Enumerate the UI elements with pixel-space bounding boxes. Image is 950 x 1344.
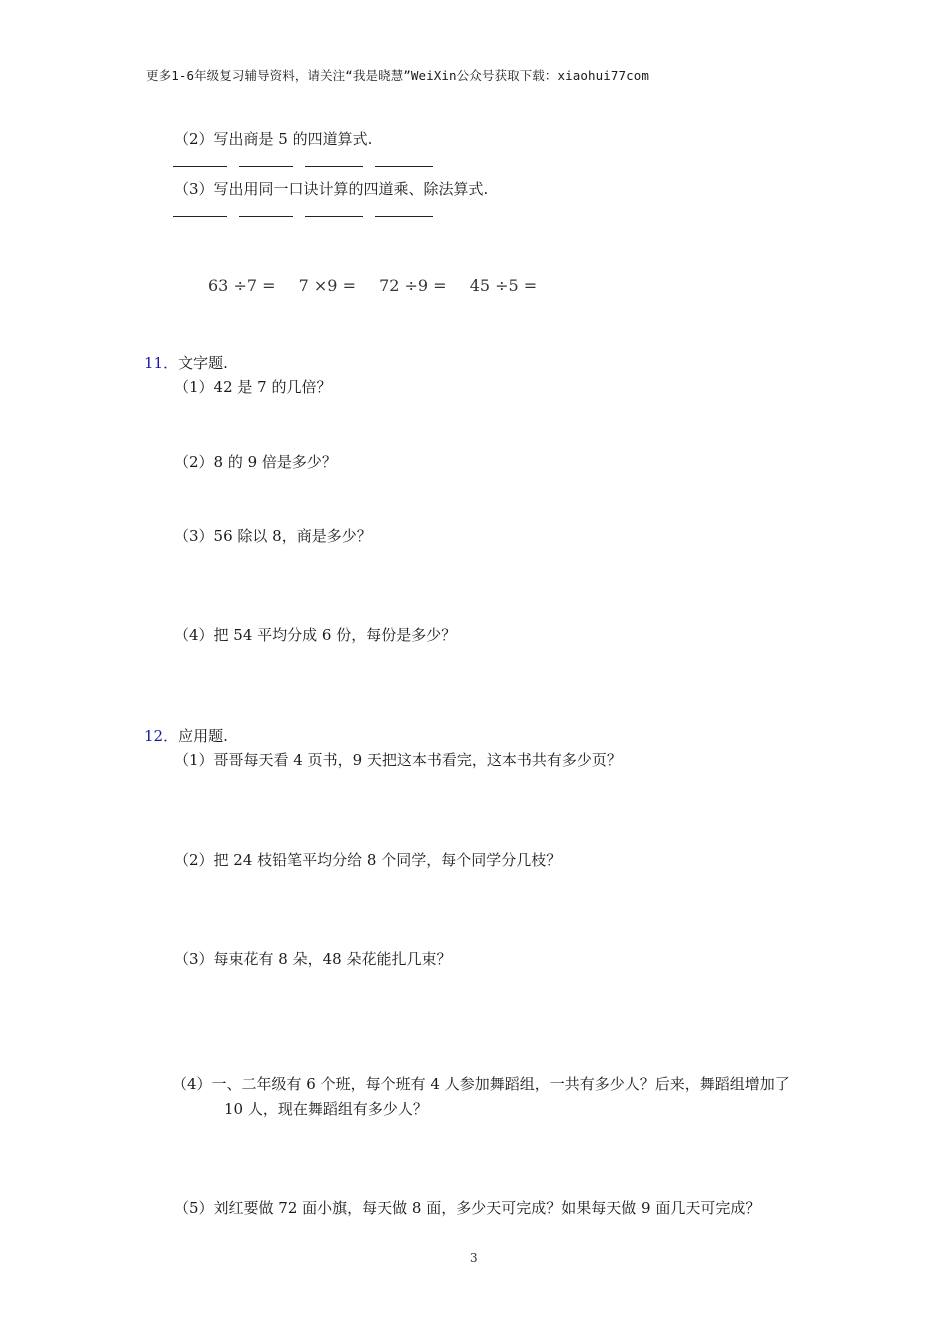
q12-heading: [144, 725, 228, 746]
q11-item-4: （4）把 54 平均分成 6 份，每份是多少？: [174, 626, 457, 644]
q12-item-1: （1）哥哥每天看 4 页书，9 天把这本书看完，这本书共有多少页？: [174, 751, 622, 769]
answer-blank[interactable]: [173, 215, 227, 217]
answer-blank[interactable]: [239, 215, 293, 217]
answer-blank[interactable]: [375, 165, 433, 167]
q11-item-3: （3）56 除以 8，商是多少？: [174, 527, 372, 545]
page-number: 3: [470, 1251, 478, 1265]
q10-part2-text: （2）写出商是 5 的四道算式.: [174, 130, 373, 148]
answer-blank[interactable]: [305, 165, 363, 167]
question-number: 12．: [144, 727, 179, 745]
expression: 45 ÷5 =: [469, 276, 538, 295]
question-number: 11．: [144, 354, 179, 372]
q10-part2-blanks: [173, 165, 433, 167]
question-title: 文字题.: [178, 354, 228, 372]
expression: 7 ×9 =: [298, 276, 356, 295]
q11-item-1: （1）42 是 7 的几倍？: [174, 378, 332, 396]
answer-blank[interactable]: [239, 165, 293, 167]
answer-blank[interactable]: [305, 215, 363, 217]
q12-item-5: （5）刘红要做 72 面小旗，每天做 8 面，多少天可完成？如果每天做 9 面几天可完成？: [174, 1199, 761, 1217]
expression-row: [208, 276, 555, 295]
q12-item-2: （2）把 24 枝铅笔平均分给 8 个同学，每个同学分几枝？: [174, 851, 562, 869]
q11-item-2: （2）8 的 9 倍是多少？: [174, 453, 337, 471]
q12-item-3: （3）每束花有 8 朵，48 朵花能扎几束？: [174, 950, 452, 968]
page-header: 更多1-6年级复习辅导资料，请关注“我是晓慧”WeiXin公众号获取下载：xiaohui77com: [146, 68, 649, 83]
q11-heading: [144, 352, 228, 373]
question-title: 应用题.: [178, 727, 228, 745]
q12-item-4-line2: 10 人，现在舞蹈组有多少人？: [224, 1100, 428, 1118]
q12-item-4-line1: （4）一、二年级有 6 个班，每个班有 4 人参加舞蹈组，一共有多少人？后来，舞蹈组增加了: [172, 1075, 790, 1093]
answer-blank[interactable]: [375, 215, 433, 217]
expression: 72 ÷9 =: [379, 276, 447, 295]
answer-blank[interactable]: [173, 165, 227, 167]
q10-part3-text: （3）写出用同一口诀计算的四道乘、除法算式.: [174, 180, 489, 198]
q10-part3-blanks: [173, 215, 433, 217]
expression: 63 ÷7 =: [208, 276, 276, 295]
